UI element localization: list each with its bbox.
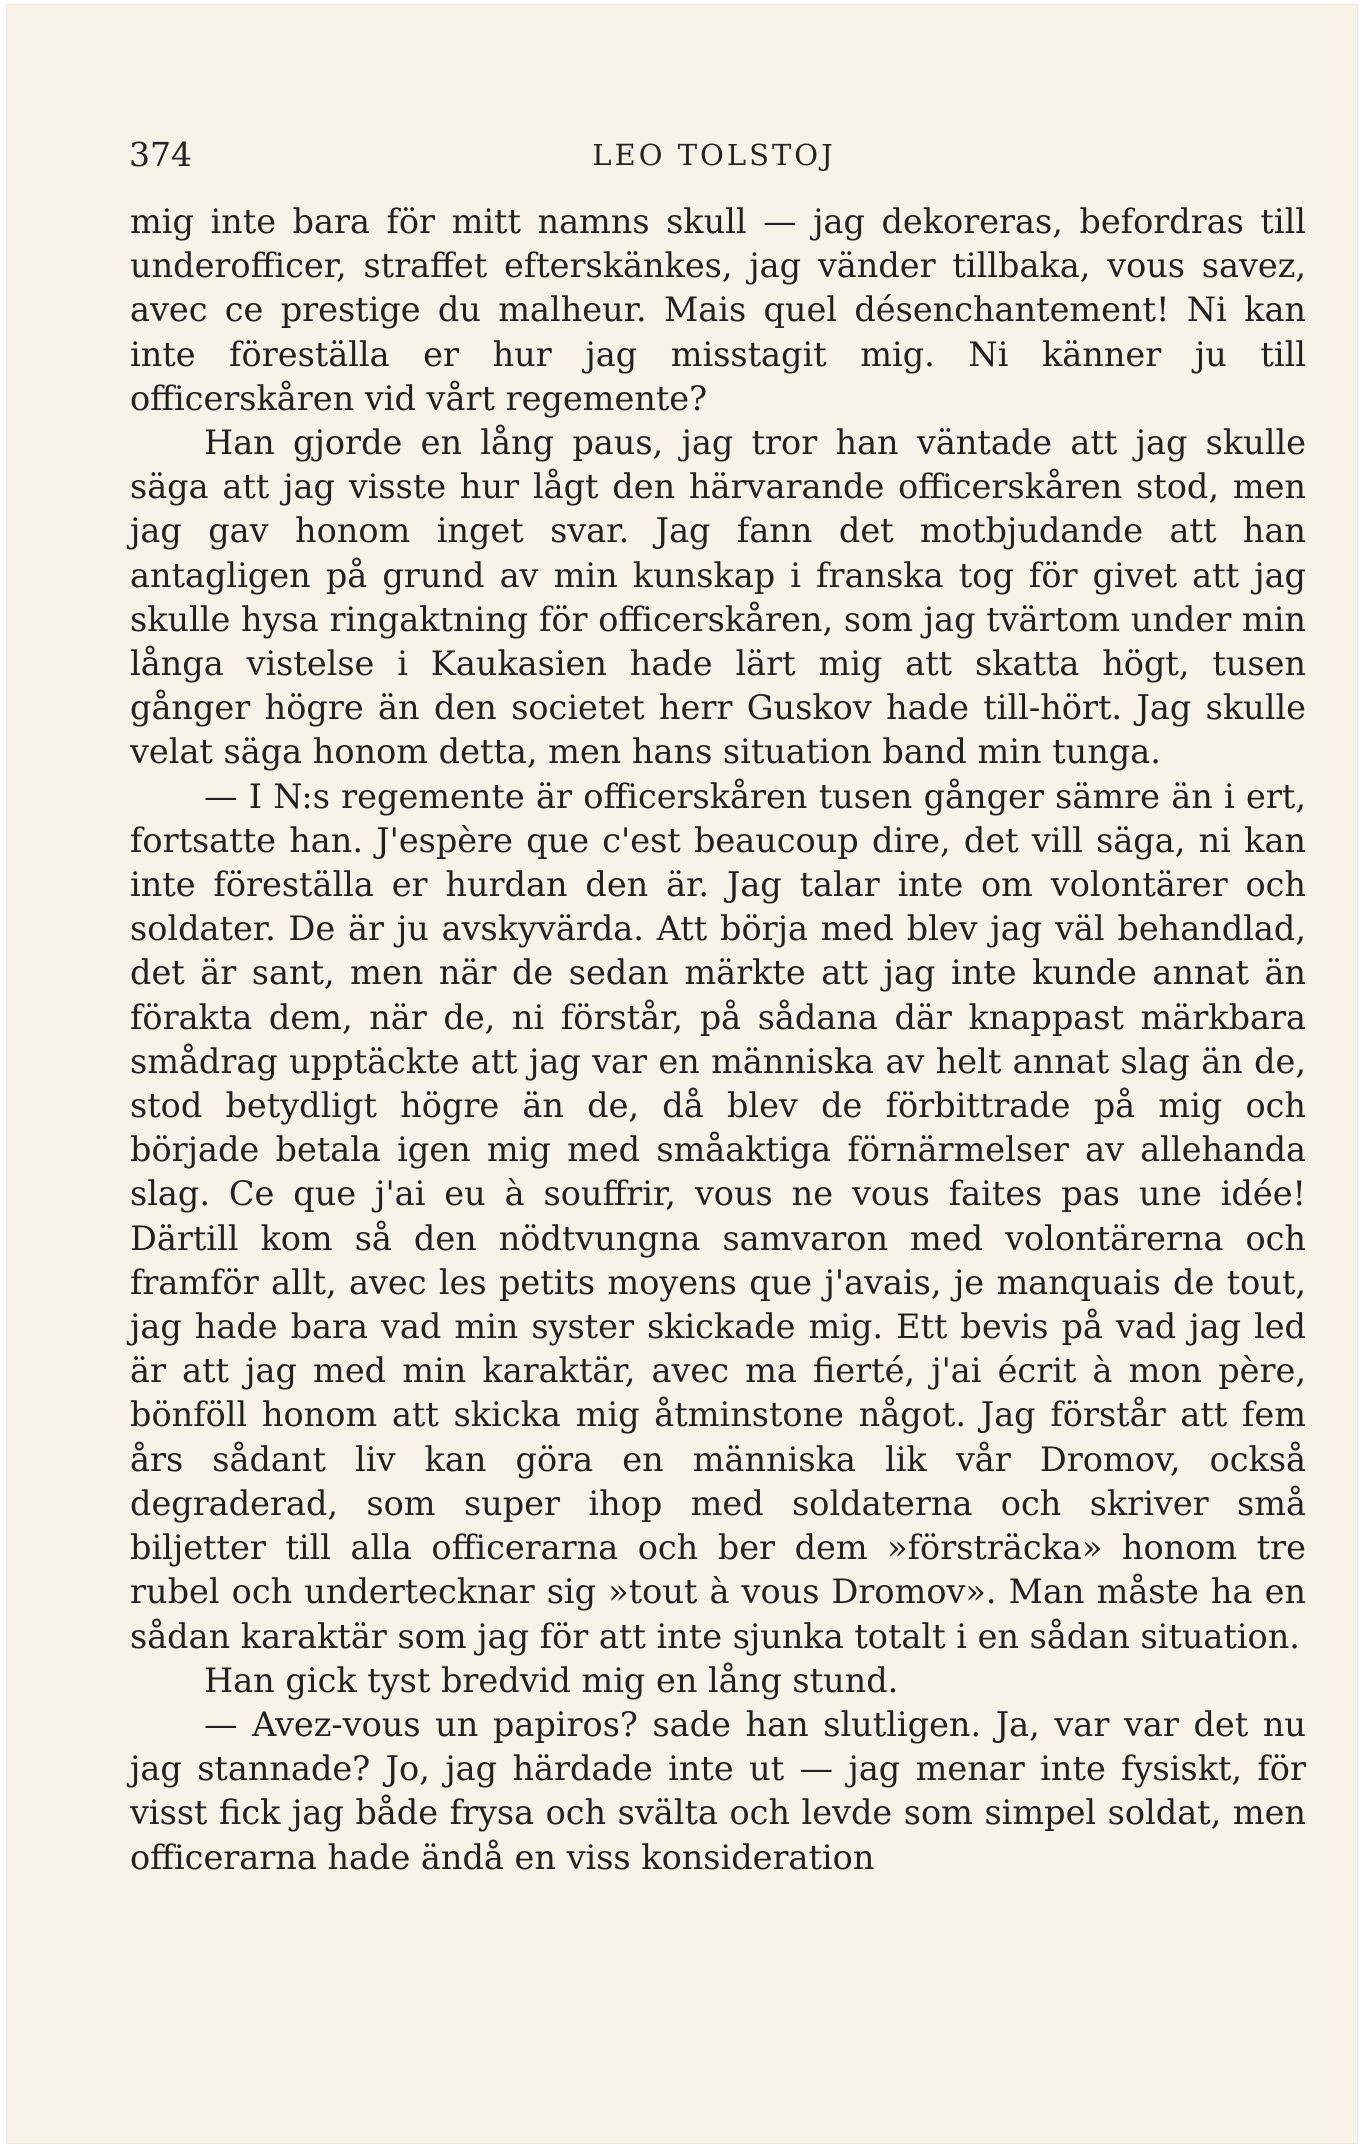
book-page (6, 4, 1358, 2144)
running-head: LEO TOLSTOJ (592, 138, 836, 172)
page-header (121, 130, 1307, 180)
body-text (130, 200, 1306, 1880)
paragraph: mig inte bara för mitt namns skull — jag dekoreras, befordras till underofficer, straffet efterskänkes, jag vänder tillbaka, vous savez, avec ce prestige du malheur. Mais quel désenchantement! Ni kan inte föreställa er hur jag misstagit mig. Ni känner ju till officerskåren vid vårt regemente? (130, 202, 1306, 418)
paragraph: Han gick tyst bredvid mig en lång stund. (204, 1660, 899, 1700)
paragraph: — I N:s regemente är officerskåren tusen gånger sämre än i ert, fortsatte han. J'espère que c'est beaucoup dire, det vill säga, ni kan inte föreställa er hurdan den är. Jag talar inte om volontärer och soldater. De är ju avskyvärda. Att börja med blev jag väl behandlad, det är sant, men när de sedan märkte att jag inte kunde annat än förakta dem, när de, ni förstår, på sådana där knappast märkbara smådrag upptäckte att jag var en människa av helt annat slag än de, stod betydligt högre än de, då blev de förbittrade på mig och började betala igen mig med småaktiga förnärmelser av allehanda slag. Ce que j'ai eu à souffrir, vous ne vous faites pas une idée! Därtill kom så den nödtvungna samvaron med volontärerna och framför allt, avec les petits moyens que j'avais, je manquais de tout, jag hade bara vad min syster skickade mig. Ett bevis på vad jag led är att jag med min karaktär, avec ma fierté, j'ai écrit à mon père, bönföll honom att skicka mig åtminstone något. Jag förstår att fem års sådant liv kan göra en människa lik vår Dromov, också degraderad, som super ihop med soldaterna och skriver små biljetter till alla officerarna och ber dem »försträcka» honom tre rubel och undertecknar sig »tout à vous Dromov». Man måste ha en sådan karaktär som jag för att inte sjunka totalt i en sådan situation. (130, 776, 1306, 1656)
paragraph: Han gjorde en lång paus, jag tror han väntade att jag skulle säga att jag visste hur lågt den härvarande officerskåren stod, men jag gav honom inget svar. Jag fann det motbjudande att han antagligen på grund av min kunskap i franska tog för givet att jag skulle hysa ringaktning för officerskåren, som jag tvärtom under min långa vistelse i Kaukasien hade lärt mig att skatta högt, tusen gånger högre än den societet herr Guskov hade till-hört. Jag skulle velat säga honom detta, men hans situation band min tunga. (130, 423, 1306, 772)
page-number: 374 (129, 135, 192, 174)
paragraph: — Avez-vous un papiros? sade han slutligen. Ja, var var det nu jag stannade? Jo, jag härdade inte ut — jag menar inte fysiskt, för visst fick jag både frysa och svälta och levde som simpel soldat, men officerarna hade ändå en viss konsideration (130, 1704, 1306, 1877)
